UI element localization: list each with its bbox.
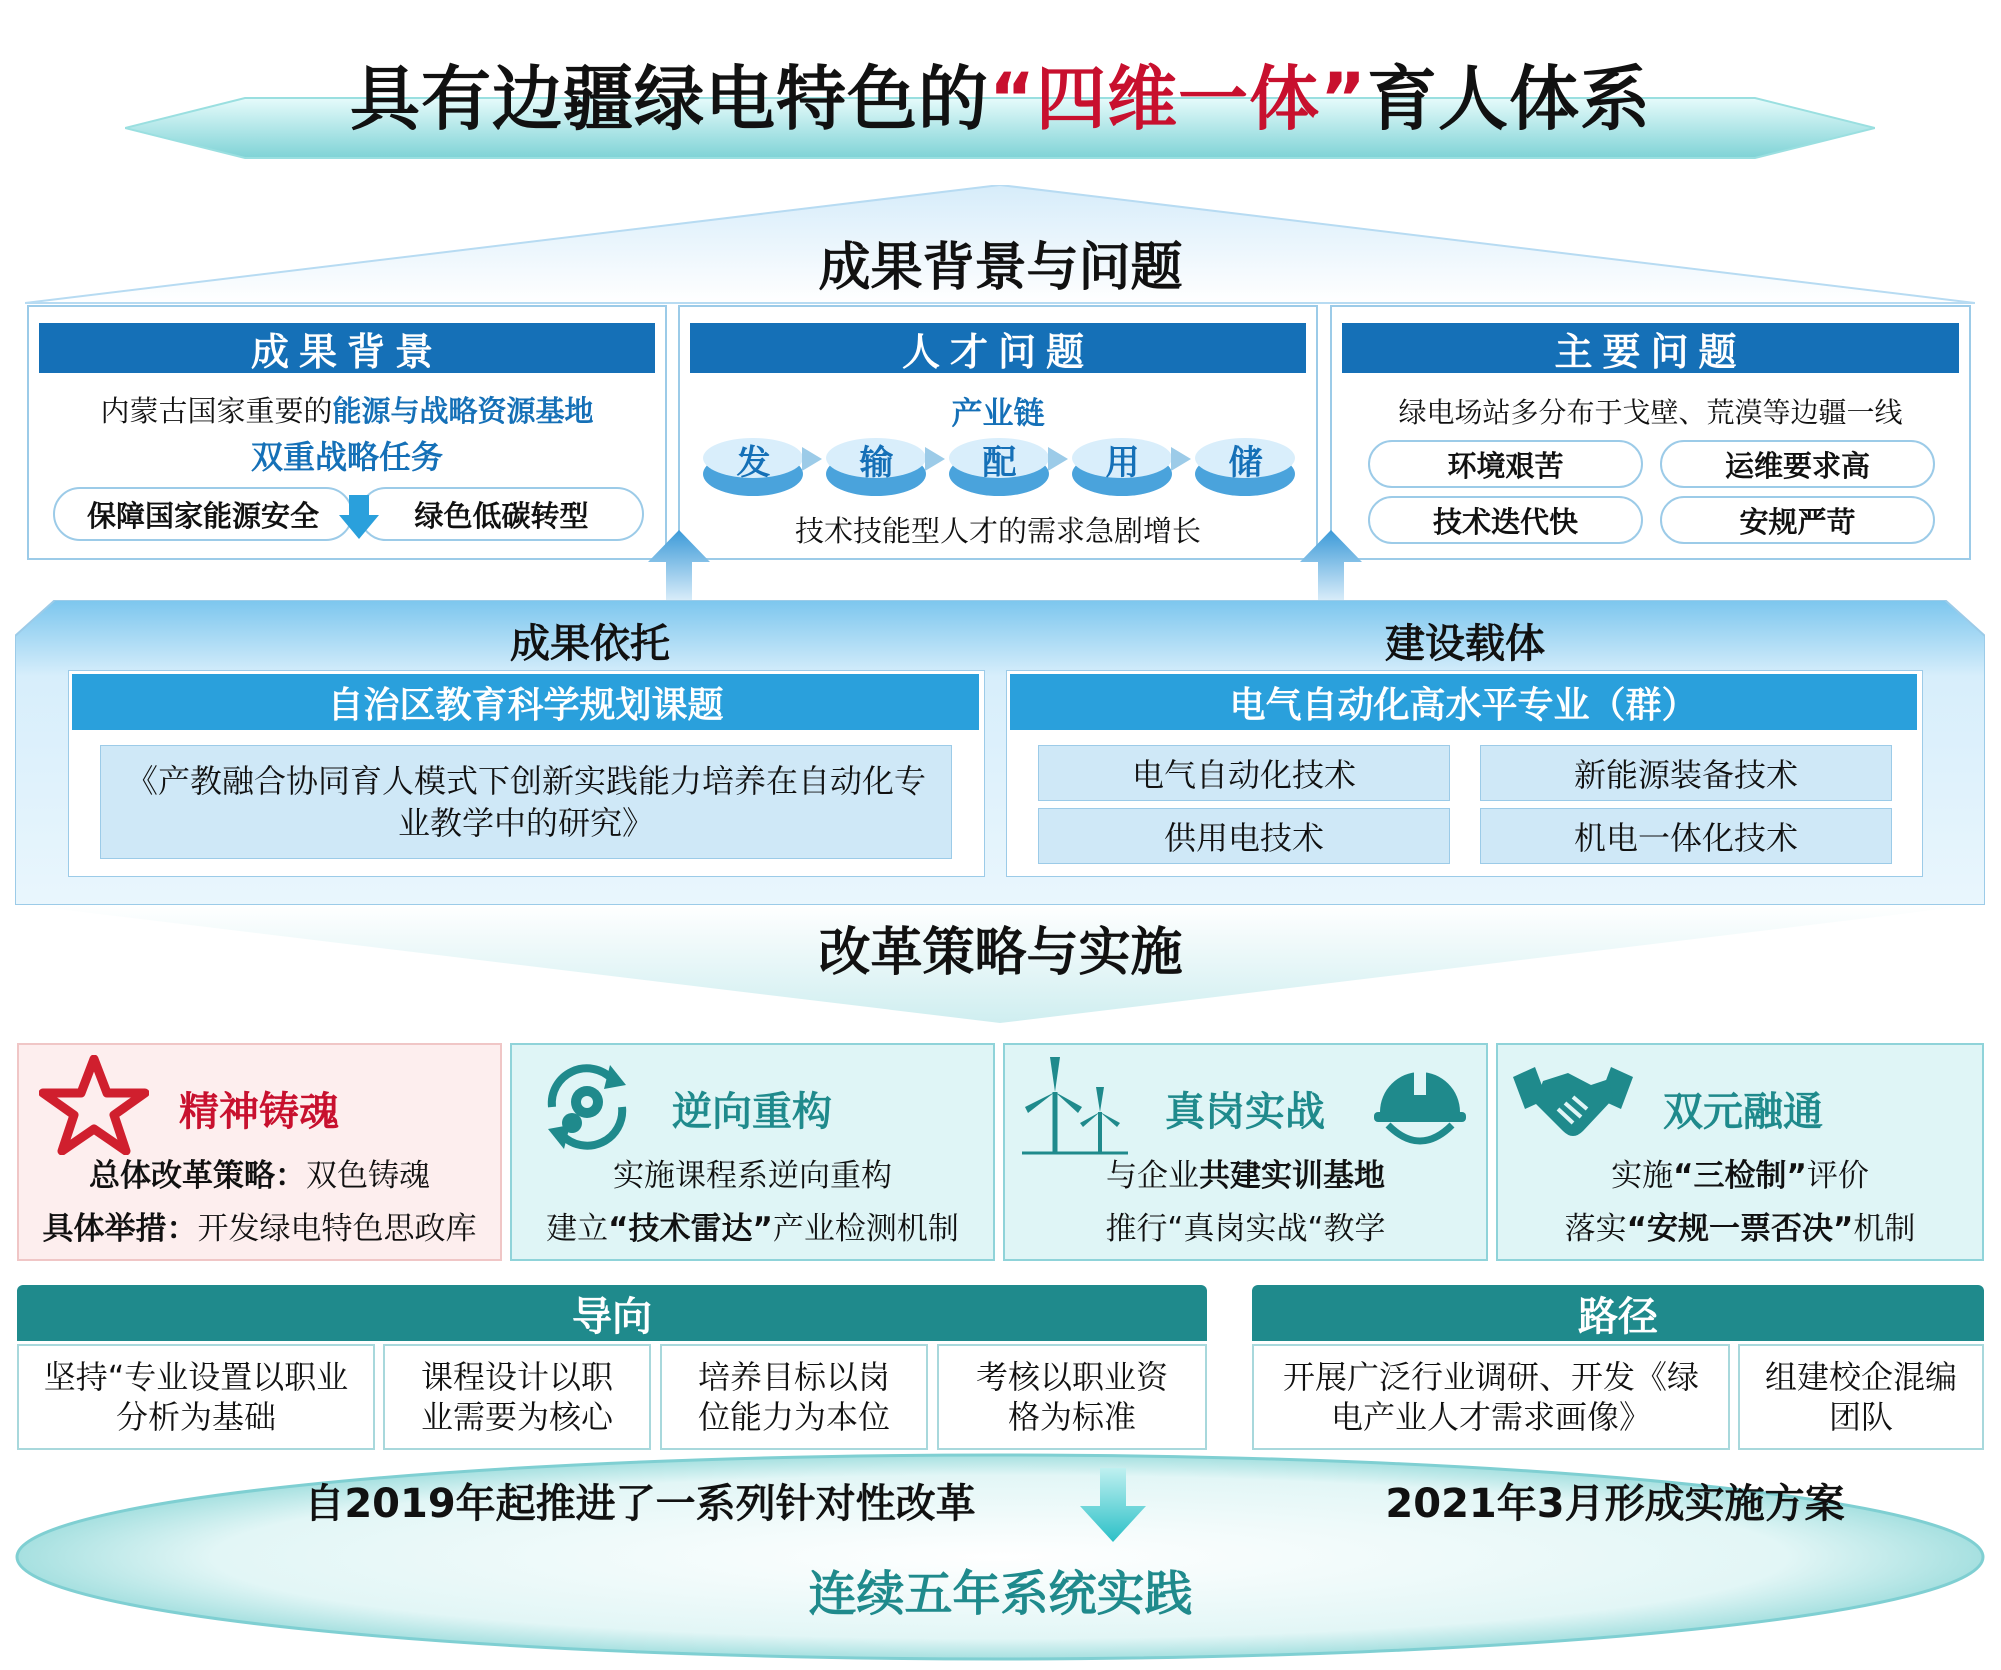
chain-label: 产业链 [951,395,1045,432]
up-arrow-icon [648,530,710,600]
title-suffix: 育人体系 [1367,57,1651,140]
down-arrow-icon [1080,1468,1146,1542]
card-spirit-line1-rest: 双色铸魂 [306,1158,430,1194]
card-dual-line2-post: 机制 [1853,1211,1916,1247]
guidance-item-1: 坚持“专业设置以职业分析为基础 [17,1344,375,1450]
pill-high-maintenance: 运维要求高 [1660,440,1935,488]
card-real-job-line1-bold: 共建实训基地 [1199,1158,1385,1194]
guidance-item-4: 考核以职业资格为标准 [937,1344,1207,1450]
card-real-job-line1-pre: 与企业 [1106,1158,1199,1194]
card-dual-line2 [1498,1203,1982,1248]
chevron-right-icon [802,447,822,471]
card-reverse-line2-bold: “技术雷达” [608,1211,773,1247]
chevron-right-icon [1048,447,1068,471]
footer-right: 2021年3月形成实施方案 [1385,1481,1845,1527]
background-line1-highlight: 能源与战略资源基地 [332,394,594,428]
footer-left: 自2019年起推进了一系列针对性改革 [304,1481,976,1527]
card-spirit-line2-bold: 具体举措： [42,1211,198,1247]
card-reverse-line1: 实施课程系逆向重构 [613,1158,892,1194]
chevron-right-icon [925,447,945,471]
star-icon [39,1055,149,1155]
section-title-strategy: 改革策略与实施 [818,922,1183,983]
pill-strict-safety: 安规严苛 [1660,496,1935,544]
card-reverse [510,1043,995,1261]
chain-text: 输 [859,442,894,483]
card-reverse-line2-pre: 建立 [546,1211,609,1247]
chain-text: 发 [736,442,771,483]
card-dual-line2-pre: 落实 [1564,1211,1627,1247]
gears-cycle-icon [532,1057,642,1157]
panel-background-header: 成果背景 [39,323,655,373]
card-real-job-line1 [1005,1150,1486,1195]
card-real-job-title: 真岗实战 [1165,1089,1325,1135]
card-real-job [1003,1043,1488,1261]
card-spirit-line2-rest: 开发绿电特色思政库 [197,1211,477,1247]
pill-energy-security: 保障国家能源安全 [53,487,353,541]
footer-center: 连续五年系统实践 [808,1566,1193,1622]
panel-background [27,305,667,560]
card-reverse-title: 逆向重构 [672,1089,832,1135]
background-line2: 双重战略任务 [250,438,443,476]
pill-green-transition: 绿色低碳转型 [359,487,644,541]
chain-item-generate [701,430,806,502]
guidance-item-2: 课程设计以职业需要为核心 [383,1344,651,1450]
card-dual [1496,1043,1984,1261]
safety-helmet-icon [1370,1057,1470,1149]
support-right-subhead: 电气自动化高水平专业（群） [1010,674,1917,730]
major-power-supply: 供用电技术 [1038,808,1450,864]
talent-footer: 技术技能型人才的需求急剧增长 [794,513,1201,548]
chevron-right-icon [1171,447,1191,471]
problems-intro: 绿电场站多分布于戈壁、荒漠等边疆一线 [1398,396,1903,429]
path-item-1: 开展广泛行业调研、开发《绿电产业人才需求画像》 [1252,1344,1730,1450]
chain-item-transmit [824,430,929,502]
card-dual-line1 [1498,1150,1982,1195]
major-mechatronics: 机电一体化技术 [1480,808,1892,864]
card-spirit-title: 精神铸魂 [179,1089,339,1135]
panel-problems-header: 主要问题 [1342,323,1959,373]
card-dual-title: 双元融通 [1663,1089,1823,1135]
chain-item-store [1193,430,1298,502]
card-dual-line2-bold: “安规一票否决” [1626,1211,1854,1247]
chain-item-use [1070,430,1175,502]
title-highlight: “四维一体” [988,57,1367,140]
panel-talent [678,305,1318,560]
project-title: 《产教融合协同育人模式下创新实践能力培养在自动化专业教学中的研究》 [100,745,952,859]
panel-talent-header: 人才问题 [690,323,1306,373]
card-dual-line1-post: 评价 [1806,1158,1869,1194]
down-arrow-icon [339,495,379,539]
chain-item-distribute [947,430,1052,502]
card-reverse-line2-post: 产业检测机制 [772,1211,959,1247]
card-dual-line1-pre: 实施 [1611,1158,1674,1194]
support-right-title: 建设载体 [1385,621,1545,667]
major-new-energy: 新能源装备技术 [1480,745,1892,801]
chain-text: 用 [1105,442,1140,483]
pill-harsh-environment: 环境艰苦 [1368,440,1643,488]
up-arrow-icon [1300,530,1362,600]
background-line1 [29,387,665,432]
background-line1-prefix: 内蒙古国家重要的 [100,394,333,428]
card-reverse-line2 [512,1203,993,1248]
card-real-job-line2: 推行“真岗实战“教学 [1105,1211,1386,1247]
path-item-2: 组建校企混编团队 [1738,1344,1984,1450]
support-left-subhead: 自治区教育科学规划课题 [72,674,979,730]
title-prefix: 具有边疆绿电特色的 [349,57,989,140]
chain-text: 储 [1228,442,1263,483]
guidance-header: 导向 [17,1285,1207,1341]
chain-text: 配 [982,442,1017,483]
section-title-background: 成果背景与问题 [818,237,1183,298]
wind-turbine-icon [1020,1057,1130,1157]
card-spirit-line2 [19,1203,500,1248]
main-title [0,38,2001,148]
major-electrical-automation: 电气自动化技术 [1038,745,1450,801]
guidance-item-3: 培养目标以岗位能力为本位 [660,1344,928,1450]
path-header: 路径 [1252,1285,1984,1341]
support-left-title: 成果依托 [510,621,670,667]
card-spirit-line1 [19,1150,500,1195]
card-dual-line1-bold: “三检制” [1673,1158,1807,1194]
pill-fast-iteration: 技术迭代快 [1368,496,1643,544]
panel-problems [1330,305,1971,560]
card-spirit [17,1043,502,1261]
handshake-icon [1513,1059,1633,1151]
card-spirit-line1-bold: 总体改革策略： [89,1158,306,1194]
